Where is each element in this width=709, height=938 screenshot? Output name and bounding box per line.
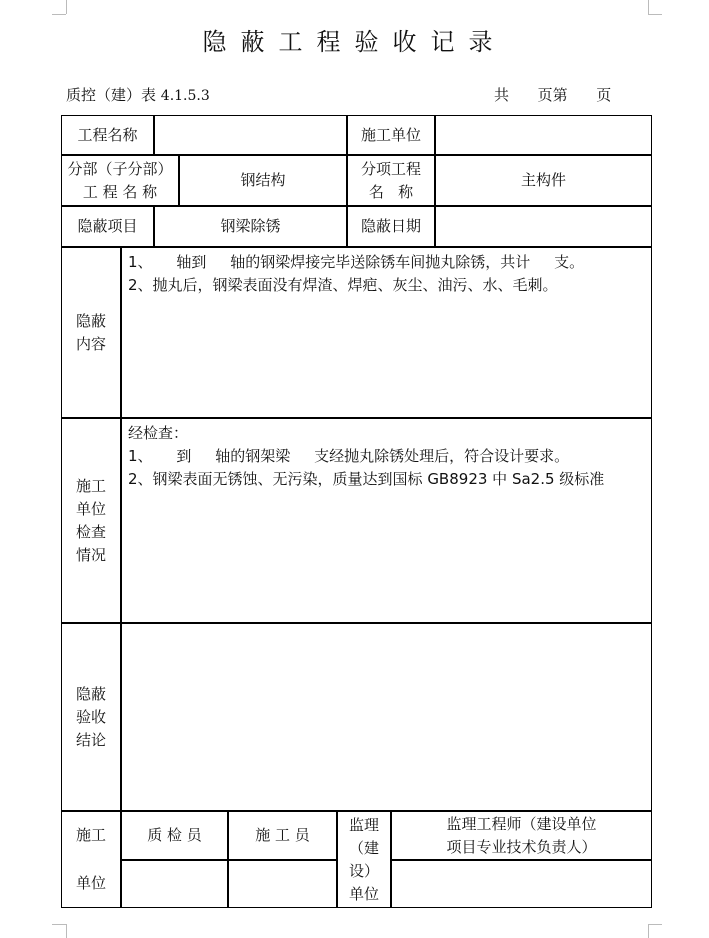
project-name-label: 工程名称 <box>61 115 154 155</box>
sign-contractor-label-line: 单位 <box>75 873 106 892</box>
hidden-item-field[interactable]: 钢梁除锈 <box>154 206 347 247</box>
contractor-field[interactable] <box>435 115 652 155</box>
worker-signature-field[interactable] <box>228 860 337 908</box>
division-label <box>61 155 179 206</box>
inspection-line: 2、钢梁表面无锈蚀、无污染，质量达到国标 GB8923 中 Sa2.5 级标准 <box>128 470 605 488</box>
hidden-date-label: 隐蔽日期 <box>347 206 435 247</box>
page-count: 共 页第 页 <box>494 86 612 104</box>
inspection-label <box>61 418 121 623</box>
item-label-line: 分项工程 <box>360 159 421 178</box>
form-number-prefix: 质控（建）表 <box>66 86 157 104</box>
supervisor-label <box>337 811 391 908</box>
sign-contractor-label <box>61 811 121 908</box>
sign-contractor-label-line: 施工 <box>75 826 106 845</box>
inspection-line: 1、 到 轴的钢架梁 支经抛丸除锈处理后，符合设计要求。 <box>128 447 570 465</box>
division-field[interactable]: 钢结构 <box>179 155 347 206</box>
supervisor-label-line: 设） <box>348 861 379 880</box>
item-label <box>347 155 435 206</box>
content-line: 1、 轴到 轴的钢梁焊接完毕送除锈车间抛丸除锈，共计 支。 <box>128 253 585 271</box>
hidden-date-field[interactable] <box>435 206 652 247</box>
inspector-label: 质 检 员 <box>121 811 228 860</box>
engineer-signature-field[interactable] <box>391 860 652 908</box>
inspection-line: 经检查： <box>128 424 189 442</box>
inspection-label-line: 情况 <box>75 545 106 564</box>
supervisor-label-line: 单位 <box>348 884 379 903</box>
item-label-line: 名 称 <box>368 182 414 201</box>
content-field[interactable] <box>121 247 652 418</box>
document-title: 隐蔽工程验收记录 <box>202 28 507 56</box>
engineer-label-line: 监理工程师（建设单位 <box>446 814 597 833</box>
content-label-line: 内容 <box>75 334 106 353</box>
inspector-signature-field[interactable] <box>121 860 228 908</box>
content-label-line: 隐蔽 <box>75 311 106 330</box>
project-name-field[interactable] <box>154 115 347 155</box>
content-label <box>61 247 121 418</box>
inspection-field[interactable] <box>121 418 652 623</box>
contractor-label: 施工单位 <box>347 115 435 155</box>
division-label-line: 工 程 名 称 <box>82 182 158 201</box>
supervisor-label-line: 监理 <box>348 815 379 834</box>
conclusion-label-line: 验收 <box>75 707 106 726</box>
worker-label: 施 工 员 <box>228 811 337 860</box>
engineer-label <box>391 811 652 860</box>
inspection-label-line: 检查 <box>75 522 106 541</box>
hidden-item-label: 隐蔽项目 <box>61 206 154 247</box>
inspection-label-line: 单位 <box>75 499 106 518</box>
conclusion-label <box>61 623 121 811</box>
division-label-line: 分部（子分部） <box>67 159 173 178</box>
form-number-code: 4.1.5.3 <box>160 88 210 104</box>
content-line: 2、抛丸后，钢梁表面没有焊渣、焊疤、灰尘、油污、水、毛刺。 <box>128 276 558 294</box>
supervisor-label-line: （建 <box>348 838 379 857</box>
engineer-label-line: 项目专业技术负责人） <box>446 837 597 856</box>
conclusion-label-line: 结论 <box>75 730 106 749</box>
item-field[interactable]: 主构件 <box>435 155 652 206</box>
inspection-label-line: 施工 <box>75 476 106 495</box>
conclusion-field[interactable] <box>121 623 652 811</box>
conclusion-label-line: 隐蔽 <box>75 684 106 703</box>
